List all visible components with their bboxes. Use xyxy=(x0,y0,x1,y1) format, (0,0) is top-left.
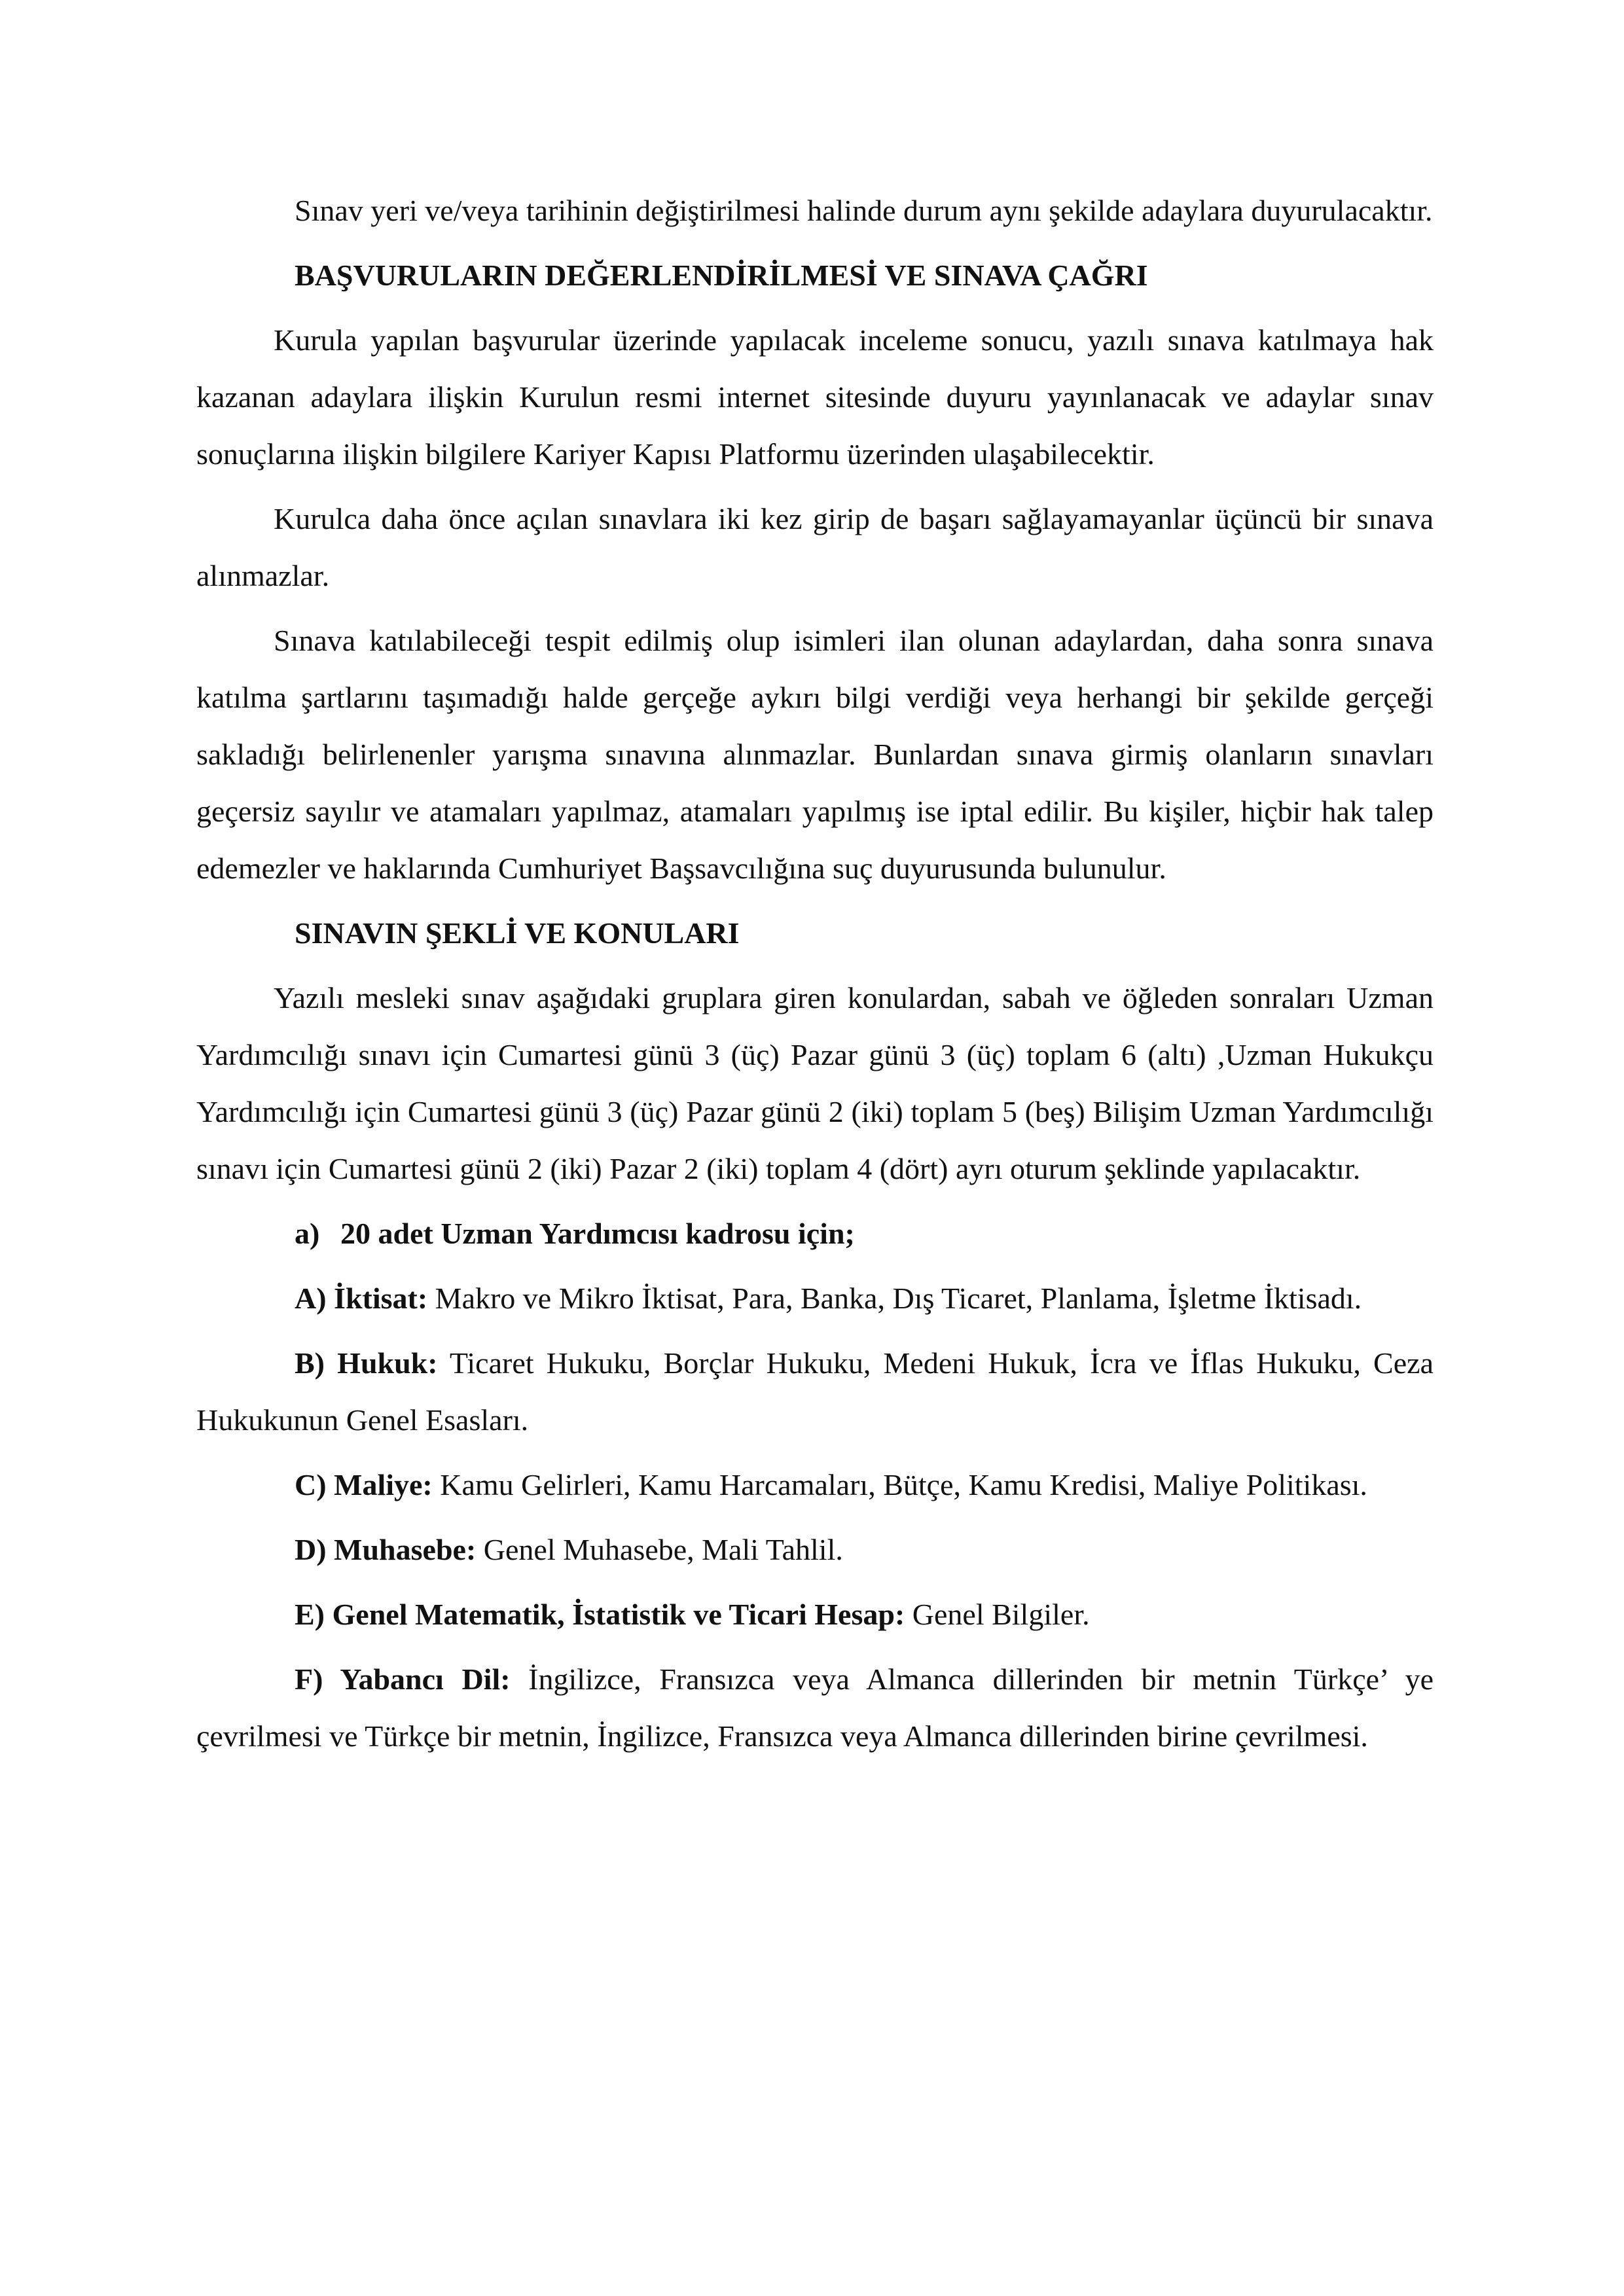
topic-text: Genel Bilgiler. xyxy=(905,1598,1090,1631)
list-marker: a) xyxy=(295,1217,320,1250)
list-item-text: 20 adet Uzman Yardımcısı kadrosu için; xyxy=(340,1217,855,1250)
topic-foreign-language xyxy=(196,1651,1434,1765)
topic-text: Genel Muhasebe, Mali Tahlil. xyxy=(476,1533,843,1566)
topic-finance xyxy=(196,1456,1434,1513)
topic-text: İngilizce, Fransızca veya Almanca dillerinden bir metnin Türkçe’ ye çevrilmesi ve Türkçe bir metnin, İngilizce, Fransızca veya Almanca dillerinden birine çevrilmesi. xyxy=(196,1662,1434,1753)
topic-text: Kamu Gelirleri, Kamu Harcamaları, Bütçe, Kamu Kredisi, Maliye Politikası. xyxy=(432,1468,1367,1501)
section-heading-evaluation: BAŞVURULARIN DEĞERLENDİRİLMESİ VE SINAVA ÇAĞRI xyxy=(295,259,1148,292)
topic-label: B) Hukuk: xyxy=(295,1346,438,1380)
paragraph-application-review: Kurula yapılan başvurular üzerinde yapılacak inceleme sonucu, yazılı sınava katılmaya hak kazanan adaylara ilişkin Kurulun resmi internet sitesinde duyuru yayınlanacak ve adaylar sınav sonuçlarına ilişkin bilgilere Kariyer Kapısı Platformu üzerinden ulaşabilecektir. xyxy=(196,323,1434,471)
topic-label: F) Yabancı Dil: xyxy=(295,1662,511,1696)
topic-label: A) İktisat: xyxy=(295,1282,428,1315)
topic-law xyxy=(196,1335,1434,1448)
topic-text: Ticaret Hukuku, Borçlar Hukuku, Medeni Hukuk, İcra ve İflas Hukuku, Ceza Hukukunun Genel Esasları. xyxy=(196,1346,1434,1437)
topic-label: E) Genel Matematik, İstatistik ve Ticari Hesap: xyxy=(295,1598,905,1631)
topic-economics xyxy=(196,1270,1434,1327)
paragraph-false-information: Sınava katılabileceği tespit edilmiş olup isimleri ilan olunan adaylardan, daha sonra sınava katılma şartlarını taşımadığı halde gerçeğe aykırı bilgi verdiği veya herhangi bir şekilde gerçeği sakladığı belirlenenler yarışma sınavına alınmazlar. Bunlardan sınava girmiş olanların sınavları geçersiz sayılır ve atamaları yapılmaz, atamaları yapılmış ise iptal edilir. Bu kişiler, hiçbir hak talep edemezler ve haklarında Cumhuriyet Başsavcılığına suç duyurusunda bulunulur. xyxy=(196,624,1434,885)
topic-mathematics xyxy=(196,1586,1434,1643)
paragraph-exam-sessions: Yazılı mesleki sınav aşağıdaki gruplara giren konulardan, sabah ve öğleden sonraları Uzman Yardımcılığı sınavı için Cumartesi günü 3 (üç) Pazar günü 3 (üç) toplam 6 (altı) ,Uzman Hukukçu Yardımcılığı için Cumartesi günü 3 (üç) Pazar günü 2 (iki) toplam 5 (beş) Bilişim Uzman Yardımcılığı sınavı için Cumartesi günü 2 (iki) Pazar 2 (iki) toplam 4 (dört) ayrı oturum şeklinde yapılacaktır. xyxy=(196,981,1434,1185)
paragraph-exam-change-notice: Sınav yeri ve/veya tarihinin değiştirilmesi halinde durum aynı şekilde adaylara duyurulacaktır. xyxy=(295,194,1433,227)
list-item-position-a xyxy=(196,1205,1434,1262)
topic-accounting xyxy=(196,1521,1434,1578)
topic-label: D) Muhasebe: xyxy=(295,1533,477,1566)
paragraph-previous-attempts: Kurulca daha önce açılan sınavlara iki kez girip de başarı sağlayamayanlar üçüncü bir sınava alınmazlar. xyxy=(196,502,1434,592)
section-heading-exam-format: SINAVIN ŞEKLİ VE KONULARI xyxy=(295,916,740,950)
topic-text: Makro ve Mikro İktisat, Para, Banka, Dış Ticaret, Planlama, İşletme İktisadı. xyxy=(427,1282,1362,1315)
topic-label: C) Maliye: xyxy=(295,1468,433,1501)
document-body xyxy=(196,182,1434,1772)
